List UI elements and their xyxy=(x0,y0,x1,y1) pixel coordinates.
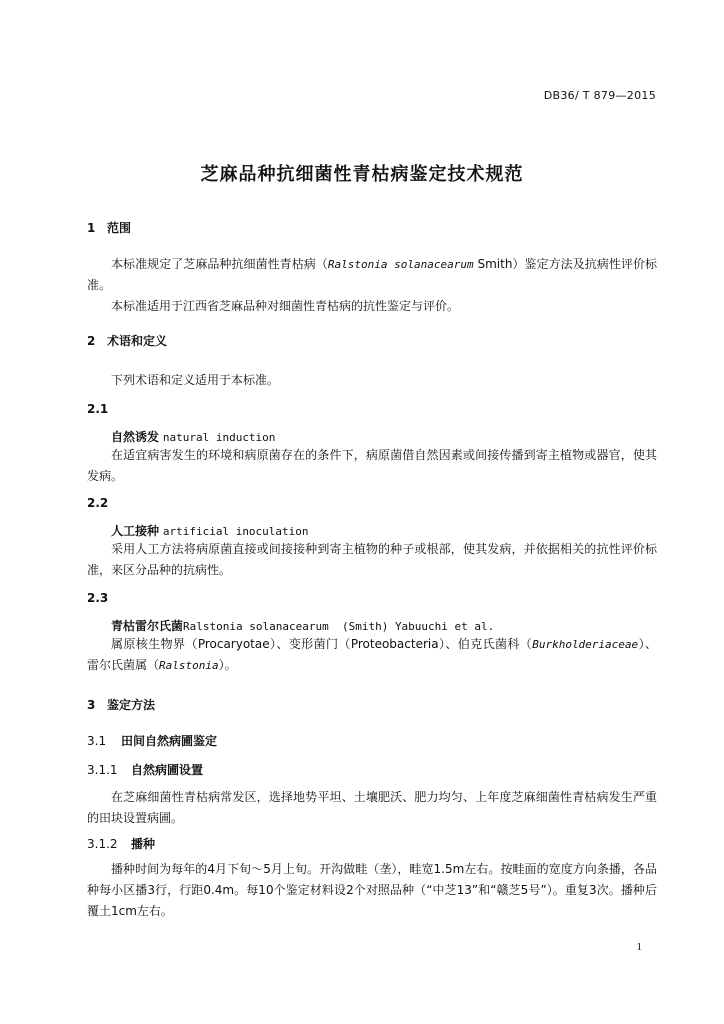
page-number: 1 xyxy=(636,941,642,953)
subsection-title: 田间自然病圃鉴定 xyxy=(121,734,218,748)
section-title: 术语和定义 xyxy=(107,334,168,348)
subsection-text: 播种时间为每年的4月下旬～5月上旬。开沟做畦（垄），畦宽1.5m左右。按畦面的宽度方向条播，各品种每小区播3行，行距0.4m。每10个鉴定材料设2个对照品种（“中芝13”和“赣芝5号”）。重复3次。播种后覆土1cm左右。 xyxy=(87,862,657,918)
subsection-text: 在芝麻细菌性青枯病常发区，选择地势平坦、土壤肥沃、肥力均匀、上年度芝麻细菌性青枯病发生严重的田块设置病圃。 xyxy=(87,790,657,825)
section-2-heading xyxy=(87,332,167,349)
term-heading xyxy=(111,428,275,445)
italic-species-name: Ralstonia solanacearum xyxy=(327,258,474,271)
term-zh: 人工接种 xyxy=(111,524,160,538)
subsection-number: 3.1.2 xyxy=(87,837,118,851)
term-heading xyxy=(111,617,494,634)
standard-code: DB36/ T 879—2015 xyxy=(543,89,656,102)
scope-paragraph-1 xyxy=(87,254,657,296)
subsection-number: 3.1 xyxy=(87,734,107,748)
section-3-heading xyxy=(87,696,155,713)
subsection-number: 3.1.1 xyxy=(87,763,118,777)
subsection-3-1-2 xyxy=(87,835,155,852)
text: 属原核生物界（Procaryotae）、变形菌门（Proteobacteria）、伯克氏菌科（ xyxy=(111,637,533,651)
section-title: 鉴定方法 xyxy=(107,698,156,712)
text: ）、雷尔氏菌属（ xyxy=(87,637,657,672)
italic-family-name: Burkholderiaceae xyxy=(532,638,639,651)
document-title: 芝麻品种抗细菌性青枯病鉴定技术规范 xyxy=(200,164,524,185)
section-1-heading xyxy=(87,219,131,236)
section-number: 2 xyxy=(87,334,96,348)
term-id: 2.2 xyxy=(87,496,109,510)
section-title: 范围 xyxy=(107,221,132,235)
subsection-3-1-1 xyxy=(87,761,203,778)
subsection-title: 播种 xyxy=(131,837,156,851)
section-number: 1 xyxy=(87,221,96,235)
term-en: artificial inoculation xyxy=(162,525,309,538)
term-id: 2.3 xyxy=(87,591,109,605)
text: ）。 xyxy=(218,658,237,672)
italic-genus-name: Ralstonia xyxy=(159,659,219,672)
section-number: 3 xyxy=(87,698,96,712)
scope-paragraph-2: 本标准适用于江西省芝麻品种对细菌性青枯病的抗性鉴定与评价。 xyxy=(111,299,460,313)
term-en: Ralstonia solanacearum (Smith) Yabuuchi et al. xyxy=(183,620,495,633)
text: 本标准规定了芝麻品种抗细菌性青枯病（ xyxy=(111,257,328,271)
term-definition: 采用人工方法将病原菌直接或间接接种到寄主植物的种子或根部，使其发病，并依据相关的抗性评价标准，来区分品种的抗病性。 xyxy=(87,542,657,577)
subsection-title: 自然病圃设置 xyxy=(131,763,204,777)
text: Smith）鉴定方法及抗病性评价标准。 xyxy=(87,257,657,292)
term-zh: 青枯雷尔氏菌 xyxy=(111,619,184,633)
term-heading xyxy=(111,522,309,539)
term-zh: 自然诱发 xyxy=(111,430,160,444)
subsection-3-1 xyxy=(87,732,217,749)
term-id: 2.1 xyxy=(87,402,109,416)
terms-intro: 下列术语和定义适用于本标准。 xyxy=(111,373,280,387)
term-definition: 在适宜病害发生的环境和病原菌存在的条件下，病原菌借自然因素或间接传播到寄主植物或器官，使其发病。 xyxy=(87,448,657,483)
term-definition xyxy=(87,634,657,676)
term-en: natural induction xyxy=(162,431,276,444)
